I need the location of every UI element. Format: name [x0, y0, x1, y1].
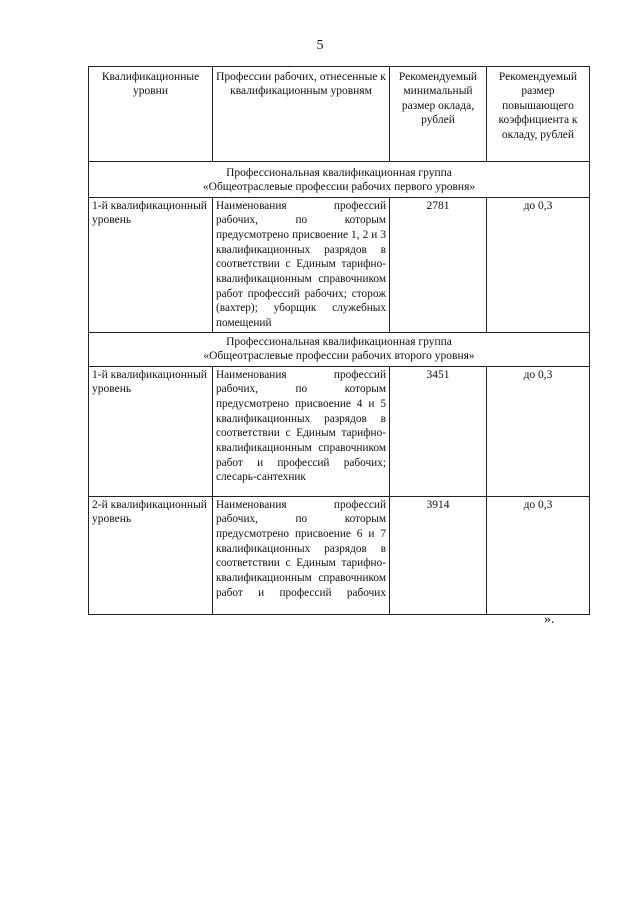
header-minimum-salary: Рекомендуемый минимальный размер оклада, рублей	[390, 67, 487, 162]
group-title-line1: Профессиональная квалификационная группа	[226, 335, 452, 348]
group-header-row	[89, 332, 590, 366]
table-row	[89, 197, 590, 332]
table-header-row	[89, 67, 590, 162]
table-row	[89, 366, 590, 496]
group-title	[89, 332, 590, 366]
salary-cell: 3914	[390, 496, 487, 614]
group-title	[89, 162, 590, 198]
group-title-line2: «Общеотраслевые профессии рабочих второго уровня»	[203, 350, 475, 363]
table-row	[89, 496, 590, 614]
page-number: 5	[316, 38, 324, 53]
group-title-line2: «Общеотраслевые профессии рабочих первого уровня»	[202, 181, 476, 194]
qualification-level-cell: 1-й квалификационный уровень	[89, 366, 213, 496]
salary-cell: 3451	[390, 366, 487, 496]
group-title-line1: Профессиональная квалификационная группа	[226, 167, 452, 179]
qualification-level-cell: 2-й квалификационный уровень	[89, 496, 213, 614]
coefficient-cell: до 0,3	[487, 366, 590, 496]
qualification-level-cell: 1-й квалификационный уровень	[89, 197, 213, 332]
salary-cell: 2781	[390, 197, 487, 332]
closing-quote: ».	[544, 612, 555, 627]
professions-cell: Наименования профессий рабочих, по которым предусмотрено присвоение 4 и 5 квалификационных разрядов в соответствии с Единым тарифно-квалификационным справочником работ и профессий рабочих; слесарь-сантехник	[213, 366, 390, 496]
header-worker-professions: Профессии рабочих, отнесенные к квалификационным уровням	[213, 67, 390, 162]
header-qualification-levels: Квалификационные уровни	[89, 67, 213, 162]
group-header-row	[89, 162, 590, 198]
coefficient-cell: до 0,3	[487, 197, 590, 332]
coefficient-cell: до 0,3	[487, 496, 590, 614]
qualification-table	[88, 66, 590, 615]
professions-cell: Наименования профессий рабочих, по которым предусмотрено присвоение 6 и 7 квалификационных разрядов в соответствии с Единым тарифно-квалификационным справочником работ и профессий рабочих	[213, 496, 390, 614]
header-coefficient: Рекомендуемый размер повышающего коэффициента к окладу, рублей	[487, 67, 590, 162]
professions-cell: Наименования профессий рабочих, по которым предусмотрено присвоение 1, 2 и 3 квалификационных разрядов в соответствии с Единым тарифно-квалификационным справочником работ профессий рабочих; сторож (вахтер); уборщик служебных помещений	[213, 197, 390, 332]
